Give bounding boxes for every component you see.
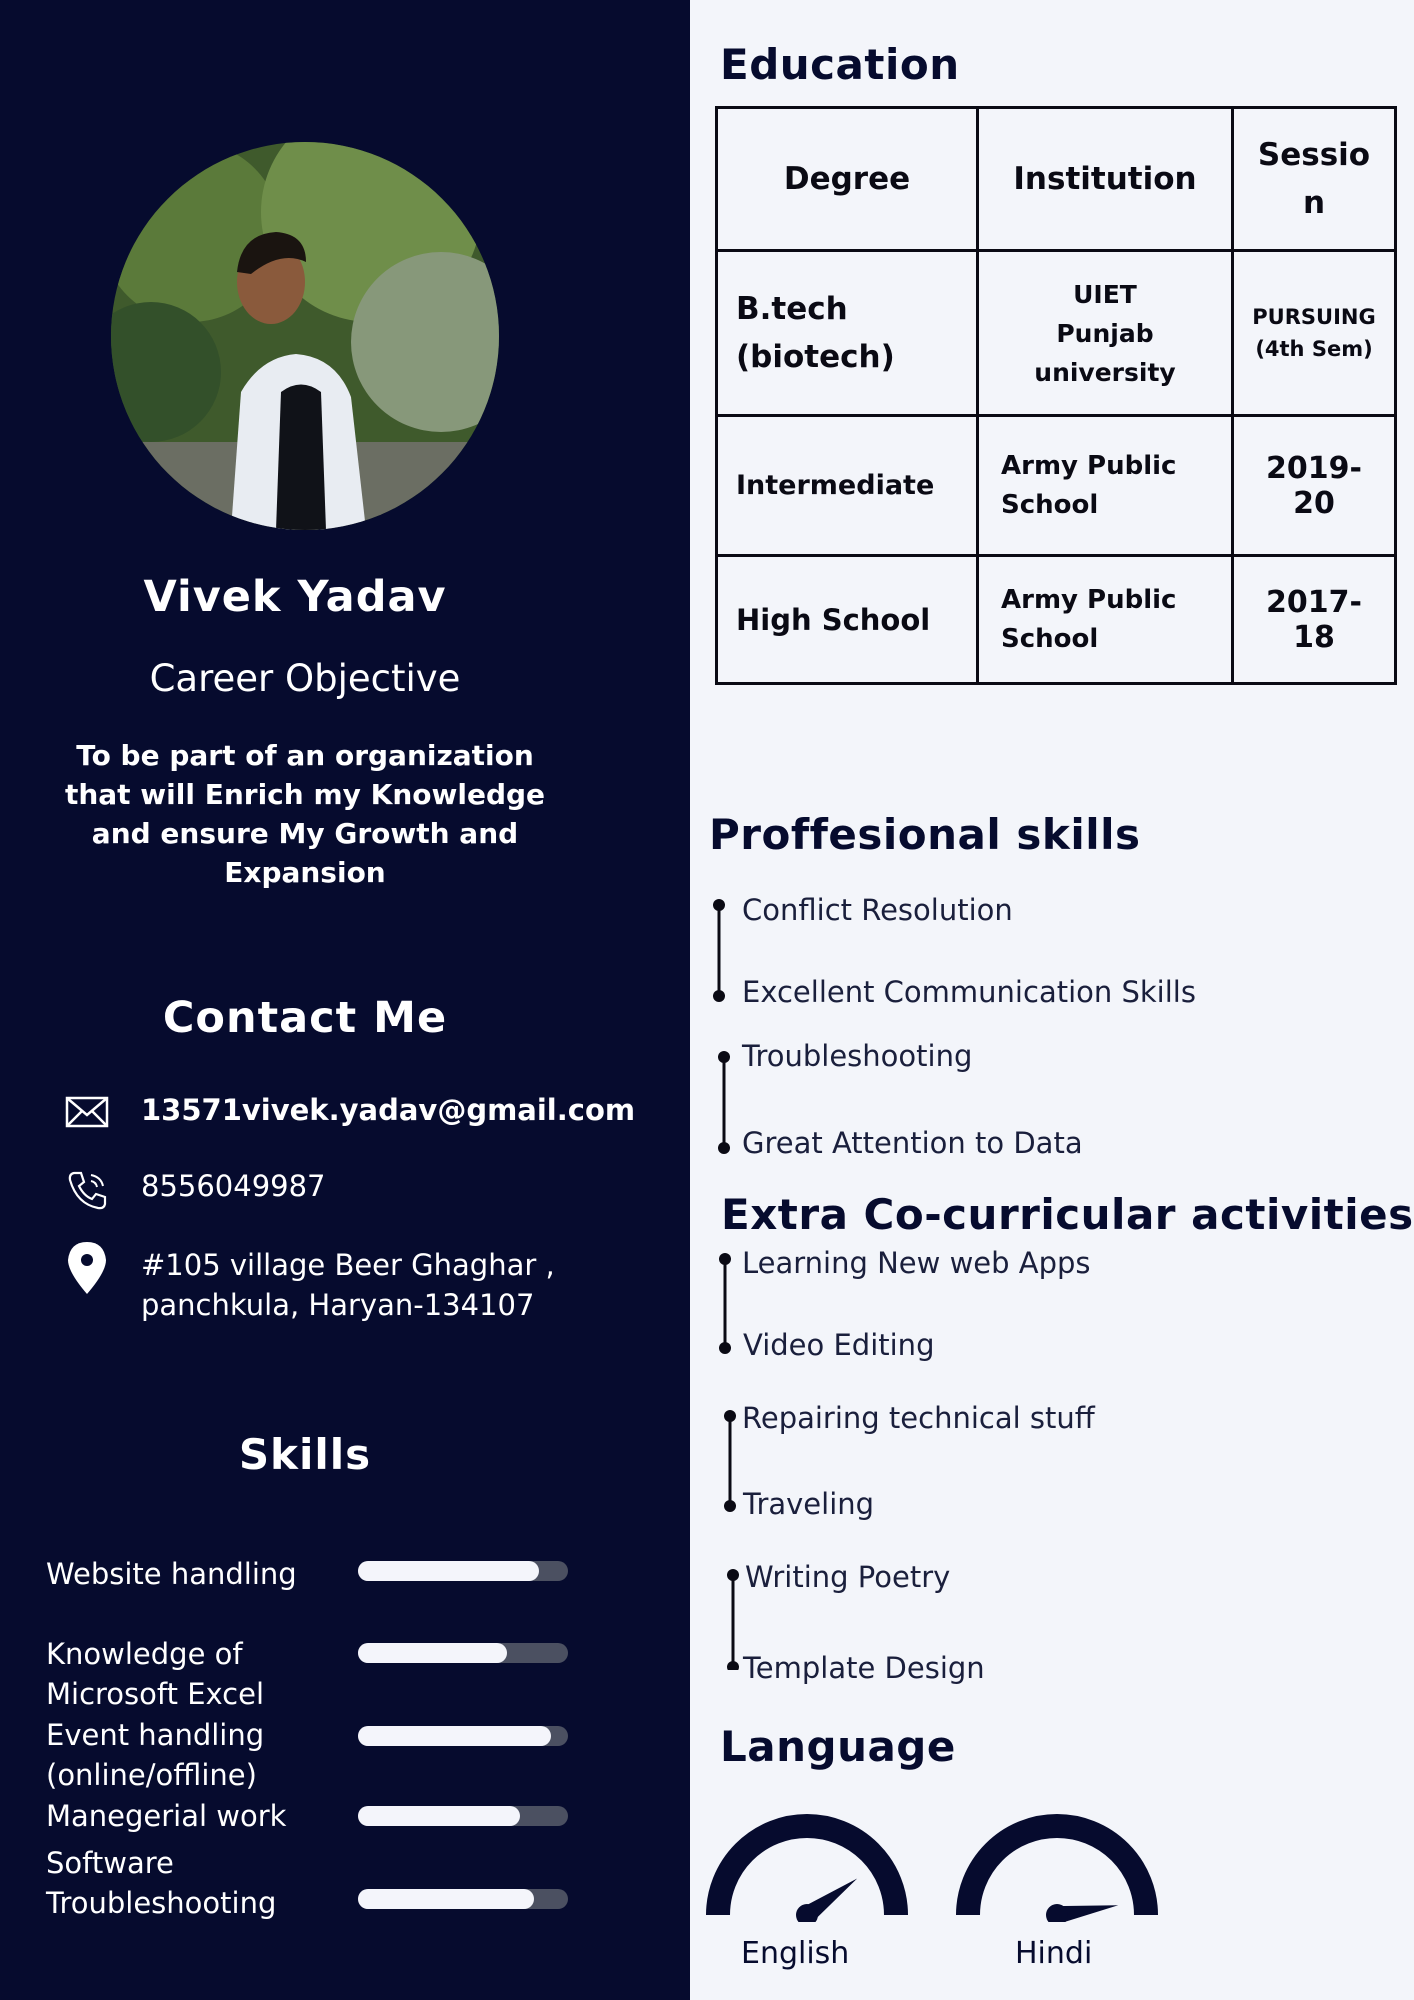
- language-label: English: [741, 1936, 850, 1971]
- skill-label: Manegerial work: [46, 1799, 287, 1833]
- list-item: Traveling: [743, 1487, 875, 1521]
- mail-icon: [64, 1089, 110, 1135]
- skill-label: Software Troubleshooting: [46, 1846, 277, 1920]
- degree-cell: High School: [717, 556, 978, 684]
- skill-bar: [358, 1643, 568, 1663]
- skill-label: Website handling: [46, 1557, 297, 1591]
- table-row: [717, 416, 1396, 556]
- language-title: Language: [720, 1722, 956, 1771]
- skill-label: Knowledge of Microsoft Excel: [46, 1637, 265, 1711]
- list-item: Template Design: [743, 1651, 985, 1685]
- language-gauge: [704, 1810, 910, 1922]
- institution-cell: UIET Punjab university: [978, 251, 1233, 416]
- skill-bar-fill: [358, 1889, 534, 1909]
- table-header: Institution: [978, 108, 1233, 251]
- contact-title: Contact Me: [162, 993, 448, 1043]
- professional-skills-title: Proffesional skills: [709, 810, 1141, 859]
- list-item: Writing Poetry: [745, 1560, 951, 1594]
- contact-email[interactable]: 13571vivek.yadav@gmail.com: [141, 1093, 636, 1127]
- career-objective-title: Career Objective: [149, 657, 461, 700]
- list-item: Excellent Communication Skills: [742, 975, 1196, 1009]
- extra-activities-title: Extra Co-curricular activities: [721, 1190, 1414, 1239]
- list-item: Repairing technical stuff: [742, 1401, 1095, 1435]
- education-title: Education: [720, 40, 960, 89]
- skill-bar: [358, 1726, 568, 1746]
- language-label: Hindi: [1015, 1936, 1093, 1971]
- list-item: Video Editing: [743, 1328, 935, 1362]
- session-cell: PURSUING (4th Sem): [1233, 251, 1396, 416]
- skill-bar: [358, 1561, 568, 1581]
- language-gauge: [954, 1810, 1160, 1922]
- skill-bar-fill: [358, 1643, 507, 1663]
- left-panel: [0, 0, 690, 2000]
- table-row: [717, 556, 1396, 684]
- contact-phone[interactable]: 8556049987: [141, 1169, 326, 1203]
- table-header: Degree: [717, 108, 978, 251]
- list-item: Conflict Resolution: [742, 893, 1013, 927]
- career-objective-text: To be part of an organization that will Enrich my Knowledge and ensure My Growth and Expansion: [64, 739, 546, 889]
- location-pin-icon: [64, 1240, 110, 1296]
- skill-label: Event handling (online/offline): [46, 1718, 265, 1792]
- skill-bar-fill: [358, 1806, 520, 1826]
- skills-title: Skills: [238, 1430, 372, 1479]
- activity-connector-lines: [712, 1246, 740, 1670]
- phone-icon: [64, 1167, 110, 1213]
- degree-cell: Intermediate: [717, 416, 978, 556]
- table-row: [717, 251, 1396, 416]
- education-table: [715, 106, 1397, 685]
- skill-connector-lines: [706, 890, 730, 1160]
- institution-cell: Army Public School: [978, 416, 1233, 556]
- session-cell: 2017-18: [1233, 556, 1396, 684]
- table-header: Sessio n: [1233, 108, 1396, 251]
- profile-photo: [111, 142, 499, 530]
- skill-bar-fill: [358, 1561, 539, 1581]
- contact-address-line1: #105 village Beer Ghaghar ,: [141, 1248, 555, 1282]
- table-header-row: [717, 108, 1396, 251]
- skill-bar: [358, 1889, 568, 1909]
- list-item: Troubleshooting: [742, 1039, 973, 1073]
- person-name: Vivek Yadav: [143, 572, 447, 622]
- institution-cell: Army Public School: [978, 556, 1233, 684]
- skill-bar: [358, 1806, 568, 1826]
- degree-cell: B.tech (biotech): [717, 251, 978, 416]
- skill-bar-fill: [358, 1726, 551, 1746]
- session-cell: 2019-20: [1233, 416, 1396, 556]
- list-item: Learning New web Apps: [742, 1246, 1091, 1280]
- contact-address-line2: panchkula, Haryan-134107: [141, 1288, 535, 1322]
- list-item: Great Attention to Data: [742, 1126, 1083, 1160]
